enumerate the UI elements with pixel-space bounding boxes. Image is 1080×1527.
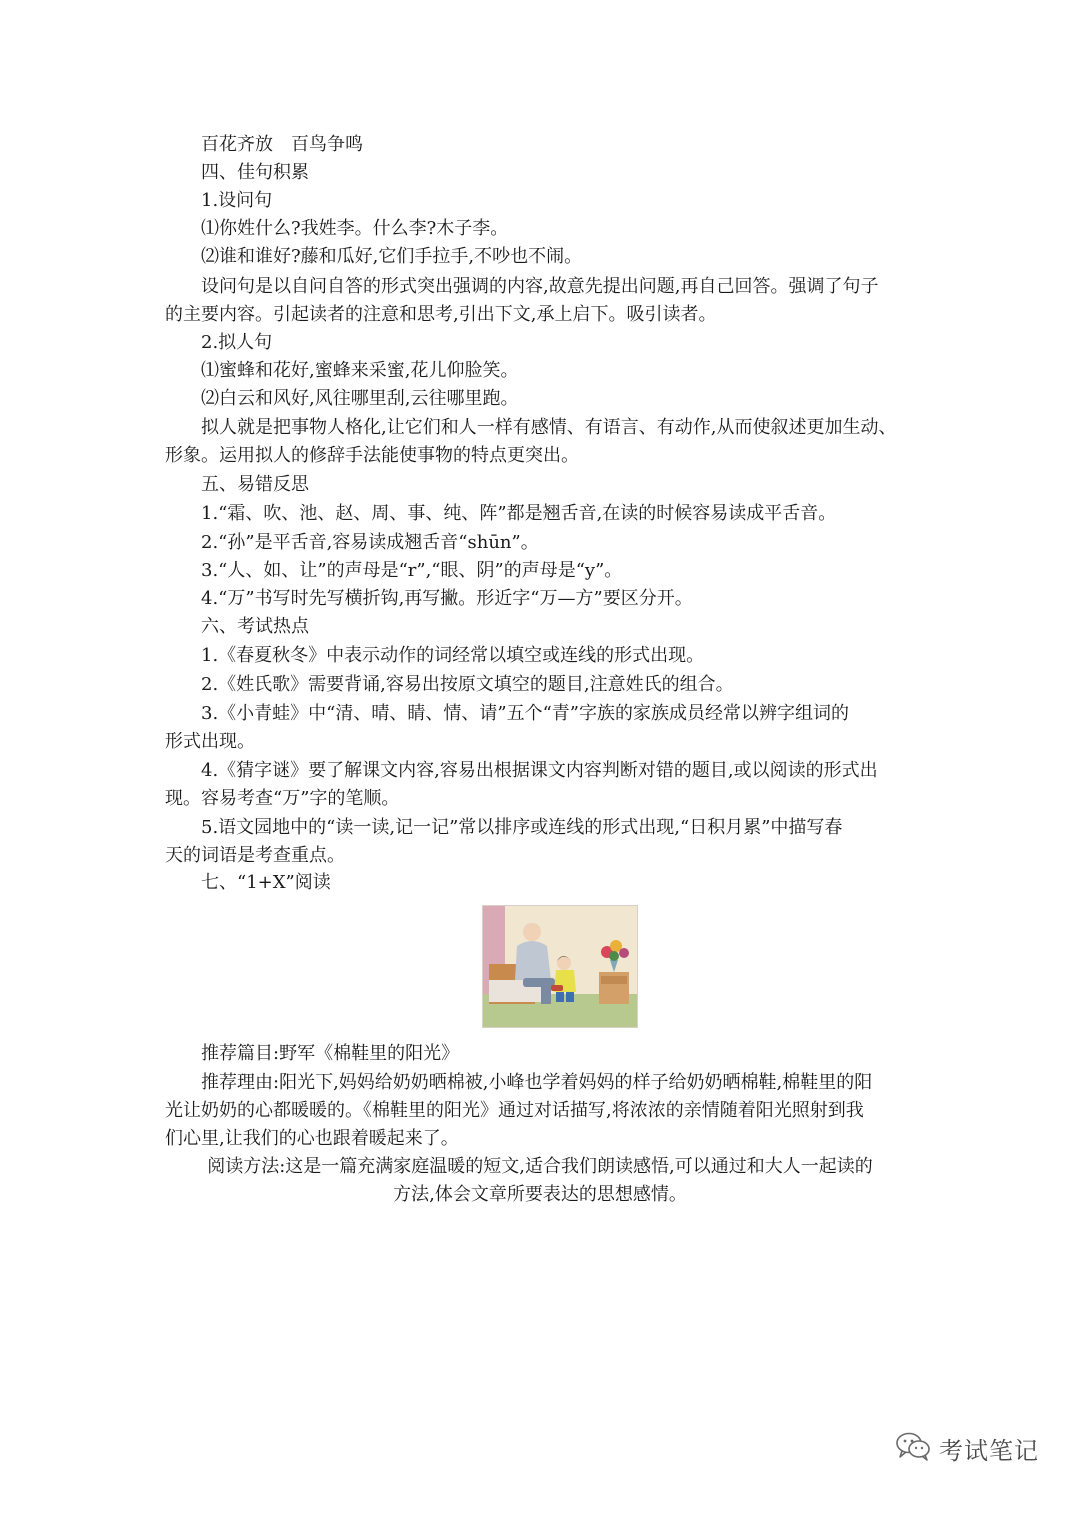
subheading-rhetorical-question: 1.设问句	[201, 190, 273, 211]
section-heading-5: 五、易错反思	[201, 474, 309, 495]
watermark	[895, 1428, 1039, 1468]
subheading-personification: 2.拟人句	[201, 332, 273, 353]
section-heading-6: 六、考试热点	[201, 616, 309, 637]
section-heading-4: 四、佳句积累	[201, 162, 309, 183]
wechat-icon	[895, 1431, 931, 1465]
recommendation-reason: 推荐理由:阳光下,妈妈给奶奶晒棉被,小峰也学着妈妈的样子给奶奶晒棉鞋,棉鞋里的阳	[201, 1072, 873, 1093]
list-item: 3.《小青蛙》中“清、晴、睛、情、请”五个“青”字族的家族成员经常以辨字组词的	[201, 703, 849, 724]
example-line: ⑵白云和风好,风往哪里刮,云往哪里跑。	[201, 388, 519, 409]
list-item: 3.“人、如、让”的声母是“r”,“眼、阴”的声母是“y”。	[201, 560, 623, 581]
list-item: 1.《春夏秋冬》中表示动作的词经常以填空或连线的形式出现。	[201, 645, 705, 666]
illustration-grandmother-and-child	[482, 905, 638, 1028]
paragraph-line: 设问句是以自问自答的形式突出强调的内容,故意先提出问题,再自己回答。强调了句子	[201, 276, 879, 297]
list-item: 5.语文园地中的“读一读,记一记”常以排序或连线的形式出现,“日积月累”中描写春	[201, 817, 843, 838]
list-item: 4.“万”书写时先写横折钩,再写撇。形近字“万—方”要区分开。	[201, 588, 693, 609]
recommended-article: 推荐篇目:野军《棉鞋里的阳光》	[201, 1043, 460, 1064]
watermark-text: 考试笔记	[939, 1436, 1039, 1465]
list-item: 1.“霜、吹、池、赵、周、事、纯、阵”都是翘舌音,在读的时候容易读成平舌音。	[201, 503, 837, 524]
recommendation-reason-continued: 们心里,让我们的心也跟着暖起来了。	[165, 1128, 459, 1149]
reading-method-continued: 方法,体会文章所要表达的思想感情。	[393, 1184, 687, 1205]
paragraph-line: 拟人就是把事物人格化,让它们和人一样有感情、有语言、有动作,从而使叙述更加生动、	[201, 417, 897, 438]
list-item: 2.《姓氏歌》需要背诵,容易出按原文填空的题目,注意姓氏的组合。	[201, 674, 734, 695]
list-item-continued: 现。容易考查“万”字的笔顺。	[165, 788, 400, 809]
text-line: 百花齐放 百鸟争鸣	[201, 134, 363, 155]
list-item-continued: 天的词语是考查重点。	[165, 845, 345, 866]
list-item-continued: 形式出现。	[165, 731, 255, 752]
example-line: ⑴蜜蜂和花好,蜜蜂来采蜜,花儿仰脸笑。	[201, 360, 519, 381]
recommendation-reason-continued: 光让奶奶的心都暖暖的。《棉鞋里的阳光》通过对话描写,将浓浓的亲情随着阳光照射到我	[165, 1100, 864, 1121]
section-heading-7: 七、“1+X”阅读	[201, 872, 331, 893]
list-item: 4.《猜字谜》要了解课文内容,容易出根据课文内容判断对错的题目,或以阅读的形式出	[201, 760, 878, 781]
example-line: ⑵谁和谁好?藤和瓜好,它们手拉手,不吵也不闹。	[201, 246, 583, 267]
paragraph-line: 形象。运用拟人的修辞手法能使事物的特点更突出。	[165, 445, 579, 466]
paragraph-line: 的主要内容。引起读者的注意和思考,引出下文,承上启下。吸引读者。	[165, 304, 717, 325]
list-item: 2.“孙”是平舌音,容易读成翘舌音“shūn”。	[201, 532, 539, 553]
example-line: ⑴你姓什么?我姓李。什么李?木子李。	[201, 218, 509, 239]
reading-method: 阅读方法:这是一篇充满家庭温暖的短文,适合我们朗读感悟,可以通过和大人一起读的	[207, 1156, 873, 1177]
